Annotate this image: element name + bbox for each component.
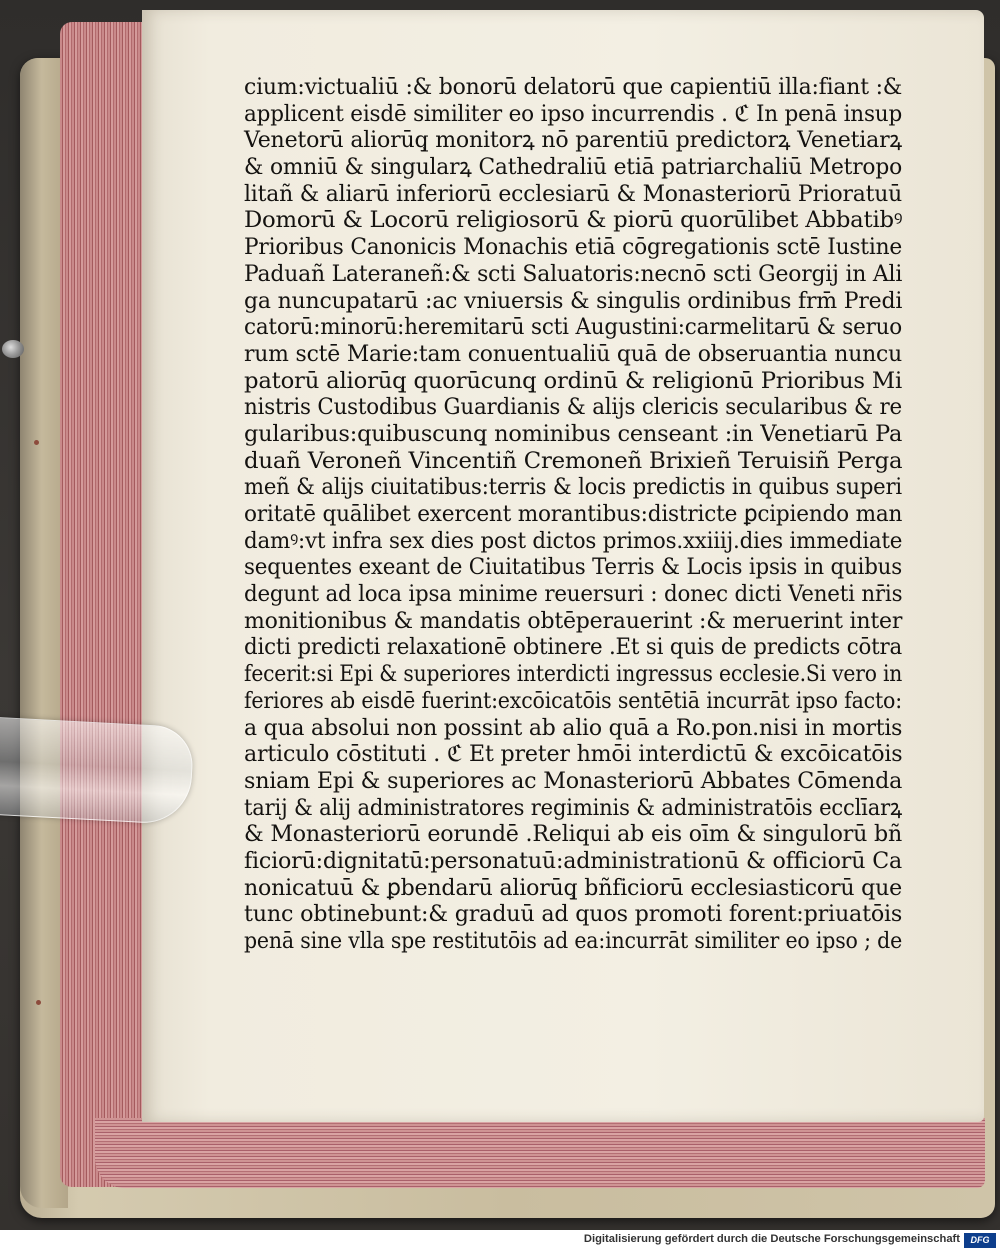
text-line: nistris Custodibus Guardianis & alijs clericis secularibus & re	[244, 394, 902, 421]
text-line: monitionibus & mandatis obtēperauerint :& meruerint inter	[244, 607, 903, 634]
text-line: Venetorū aliorūq̧ monitorꝝ nō parentiū predictorꝝ Venetiarꝝ	[244, 127, 902, 154]
text-line: & omniū & singularꝝ Cathedraliū etiā patriarchaliū Metropo	[244, 154, 902, 181]
text-line: damꝰ:vt infra sex dies post dictos primos.xxiiij.dies immediate	[244, 527, 903, 554]
text-line: & Monasteriorū eorundē .Reliqui ab eis oīm & singulorū bñ	[244, 821, 903, 848]
text-line: feriores ab eisdē fuerint:excōicatōis sentētiā incurrāt ipso facto:	[244, 687, 902, 714]
cover-nail	[34, 440, 39, 445]
text-line: gularibus:quibuscunq̧ nominibus censeant :in Venetiarū Pa	[244, 420, 903, 447]
text-line: oritatē quālibet exercent morantibus:districte ꝑcipiendo man	[244, 501, 903, 527]
text-line: articulo cōstituti . ℭ Et preter hmōi interdictū & excōicatōis	[244, 741, 903, 768]
text-line: cium:victualiū :& bonorū delatorū que capientiū illa:fiant :&	[244, 74, 903, 100]
glass-page-weight	[0, 717, 194, 825]
text-line: degunt ad loca ipsa minime reuersuri : donec dicti Veneti nr̄is	[244, 581, 903, 608]
text-line: Prioribus Canonicis Monachis etiā cōgregationis sctē Iustine	[244, 234, 903, 261]
text-line: litañ & aliarū inferiorū ecclesiarū & Monasteriorū Prioratuū	[244, 180, 903, 207]
text-line: rum sctē Marie:tam conuentualiū quā de obseruantia nuncu	[244, 340, 902, 367]
text-line: duañ Veroneñ Vincentiñ Cremoneñ Brixieñ Teruisiñ Perga	[244, 447, 903, 474]
clasp-knob	[2, 340, 24, 358]
text-line: Domorū & Locorū religiosorū & piorū quorūlibet Abbatibꝰ	[244, 207, 903, 234]
text-line: penā sine vlla spe restitutōis ad ea:incurrāt similiter eo ipso ; de	[244, 928, 903, 954]
footer-bar	[0, 1230, 1000, 1251]
page-text	[244, 74, 902, 955]
text-line: patorū aliorūq̧ quorūcunq̧ ordinū & religionū Prioribus Mi	[244, 367, 903, 394]
text-line: nonicatuū & ꝑbendarū aliorūq̧ bñficiorū ecclesiasticorū que	[244, 874, 902, 901]
text-line: fecerit:si Epi & superiores interdicti ingressus ecclesie.Si vero in	[244, 661, 903, 688]
text-line: ficiorū:dignitatū:personatuū:administrationū & officiorū Ca	[244, 847, 903, 874]
funding-credit: Digitalisierung gefördert durch die Deutsche Forschungsgemeinschaft	[583, 1233, 960, 1245]
page-edges-bottom	[95, 1118, 985, 1188]
text-line: Paduañ Lateraneñ:& scti Saluatoris:necnō scti Georgij in Ali	[244, 260, 903, 287]
text-line: catorū:minorū:heremitarū scti Augustini:carmelitarū & seruo	[244, 314, 903, 341]
text-line: sequentes exeant de Ciuitatibus Terris & Locis ipsis in quibus	[244, 554, 903, 581]
cover-nail	[36, 1000, 41, 1005]
dfg-logo: DFG	[964, 1233, 996, 1248]
text-line: ga nuncupatarū :ac vniuersis & singulis ordinibus frm̄ Predi	[244, 287, 903, 314]
text-line: tarij & alij administratores regiminis & administratōis ecclīarꝝ	[244, 794, 902, 821]
text-line: tunc obtinebunt:& graduū ad quos promoti forent:priuatōis	[244, 901, 903, 928]
text-line: sniam Epi & superiores ac Monasteriorū Abbates Cōmenda	[244, 767, 903, 794]
text-line: dicti predicti relaxationē obtinere .Et si quis de predicts cōtra	[244, 634, 903, 661]
text-line: meñ & alijs ciuitatibus:terris & locis predictis in quibus superi	[244, 474, 902, 501]
page-edges-left	[60, 22, 146, 1187]
text-line: a qua absolui non possint ab alio quā a Ro.pon.nisi in mortis	[244, 714, 903, 741]
text-line: applicent eisdē similiter eo ipso incurrendis . ℭ In penā insup	[244, 100, 903, 127]
